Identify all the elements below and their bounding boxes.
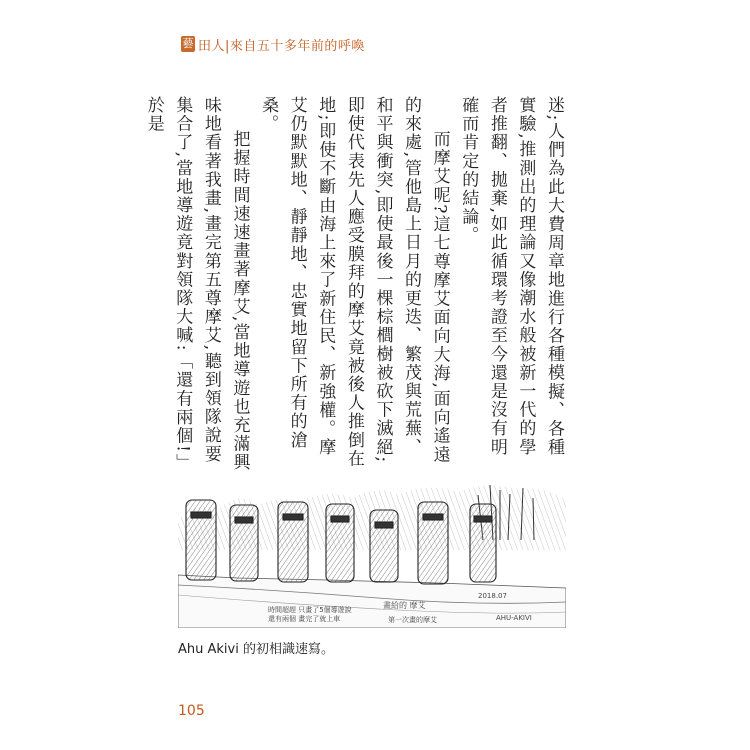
sketch-note-center: 畫給的 摩艾	[383, 601, 426, 610]
sketch-note-center-2: 第一次畫的摩艾	[388, 616, 437, 624]
page-number: 105	[178, 703, 205, 719]
sketch-date: 2018.07	[478, 592, 507, 600]
chapter-title: 田人|來自五十多年前的呼喚	[198, 38, 365, 54]
paragraph-3: 把握時間速速畫著摩艾,當地導遊也充滿興味地看著我畫,畫完第五尊摩艾,聽到領隊說要集合了,當地導遊竟對領隊大喊:「還有兩個!」於是	[143, 96, 250, 473]
paragraph-1: 迷;人們為此大費周章地進行各種模擬、各種實驗,推測出的理論又像潮水般被新一代的學者推翻、拋棄,如此循環考證至今還是沒有明確而肯定的結論。	[458, 96, 564, 457]
body-text	[143, 96, 568, 474]
sketch-note-left-1: 時間超趕 只畫了5個導遊說	[268, 606, 352, 614]
moai-sketch	[178, 480, 566, 628]
running-header	[181, 33, 365, 55]
brand-logo-icon: 藝	[182, 37, 194, 50]
sketch-note-right: AHU-AKIVI	[496, 614, 532, 622]
paragraph-2: 而摩艾呢?這七尊摩艾面向大海,面向遙遠的來處,管他島上日月的更迭、繁茂與荒蕪、和平與衝突,即使最後一棵棕櫚樹被砍下滅絕;即使代表先人應受膜拜的摩艾竟被後人推倒在地;即使不斷由海上來了新住民、新強權。摩艾仍默默地、靜靜地、忠實地留下所有的滄桑。	[258, 96, 450, 468]
figure-caption: Ahu Akivi 的初相識速寫。	[178, 642, 334, 657]
sketch-note-left-2: 還有兩個 畫完了就上車	[268, 615, 341, 623]
